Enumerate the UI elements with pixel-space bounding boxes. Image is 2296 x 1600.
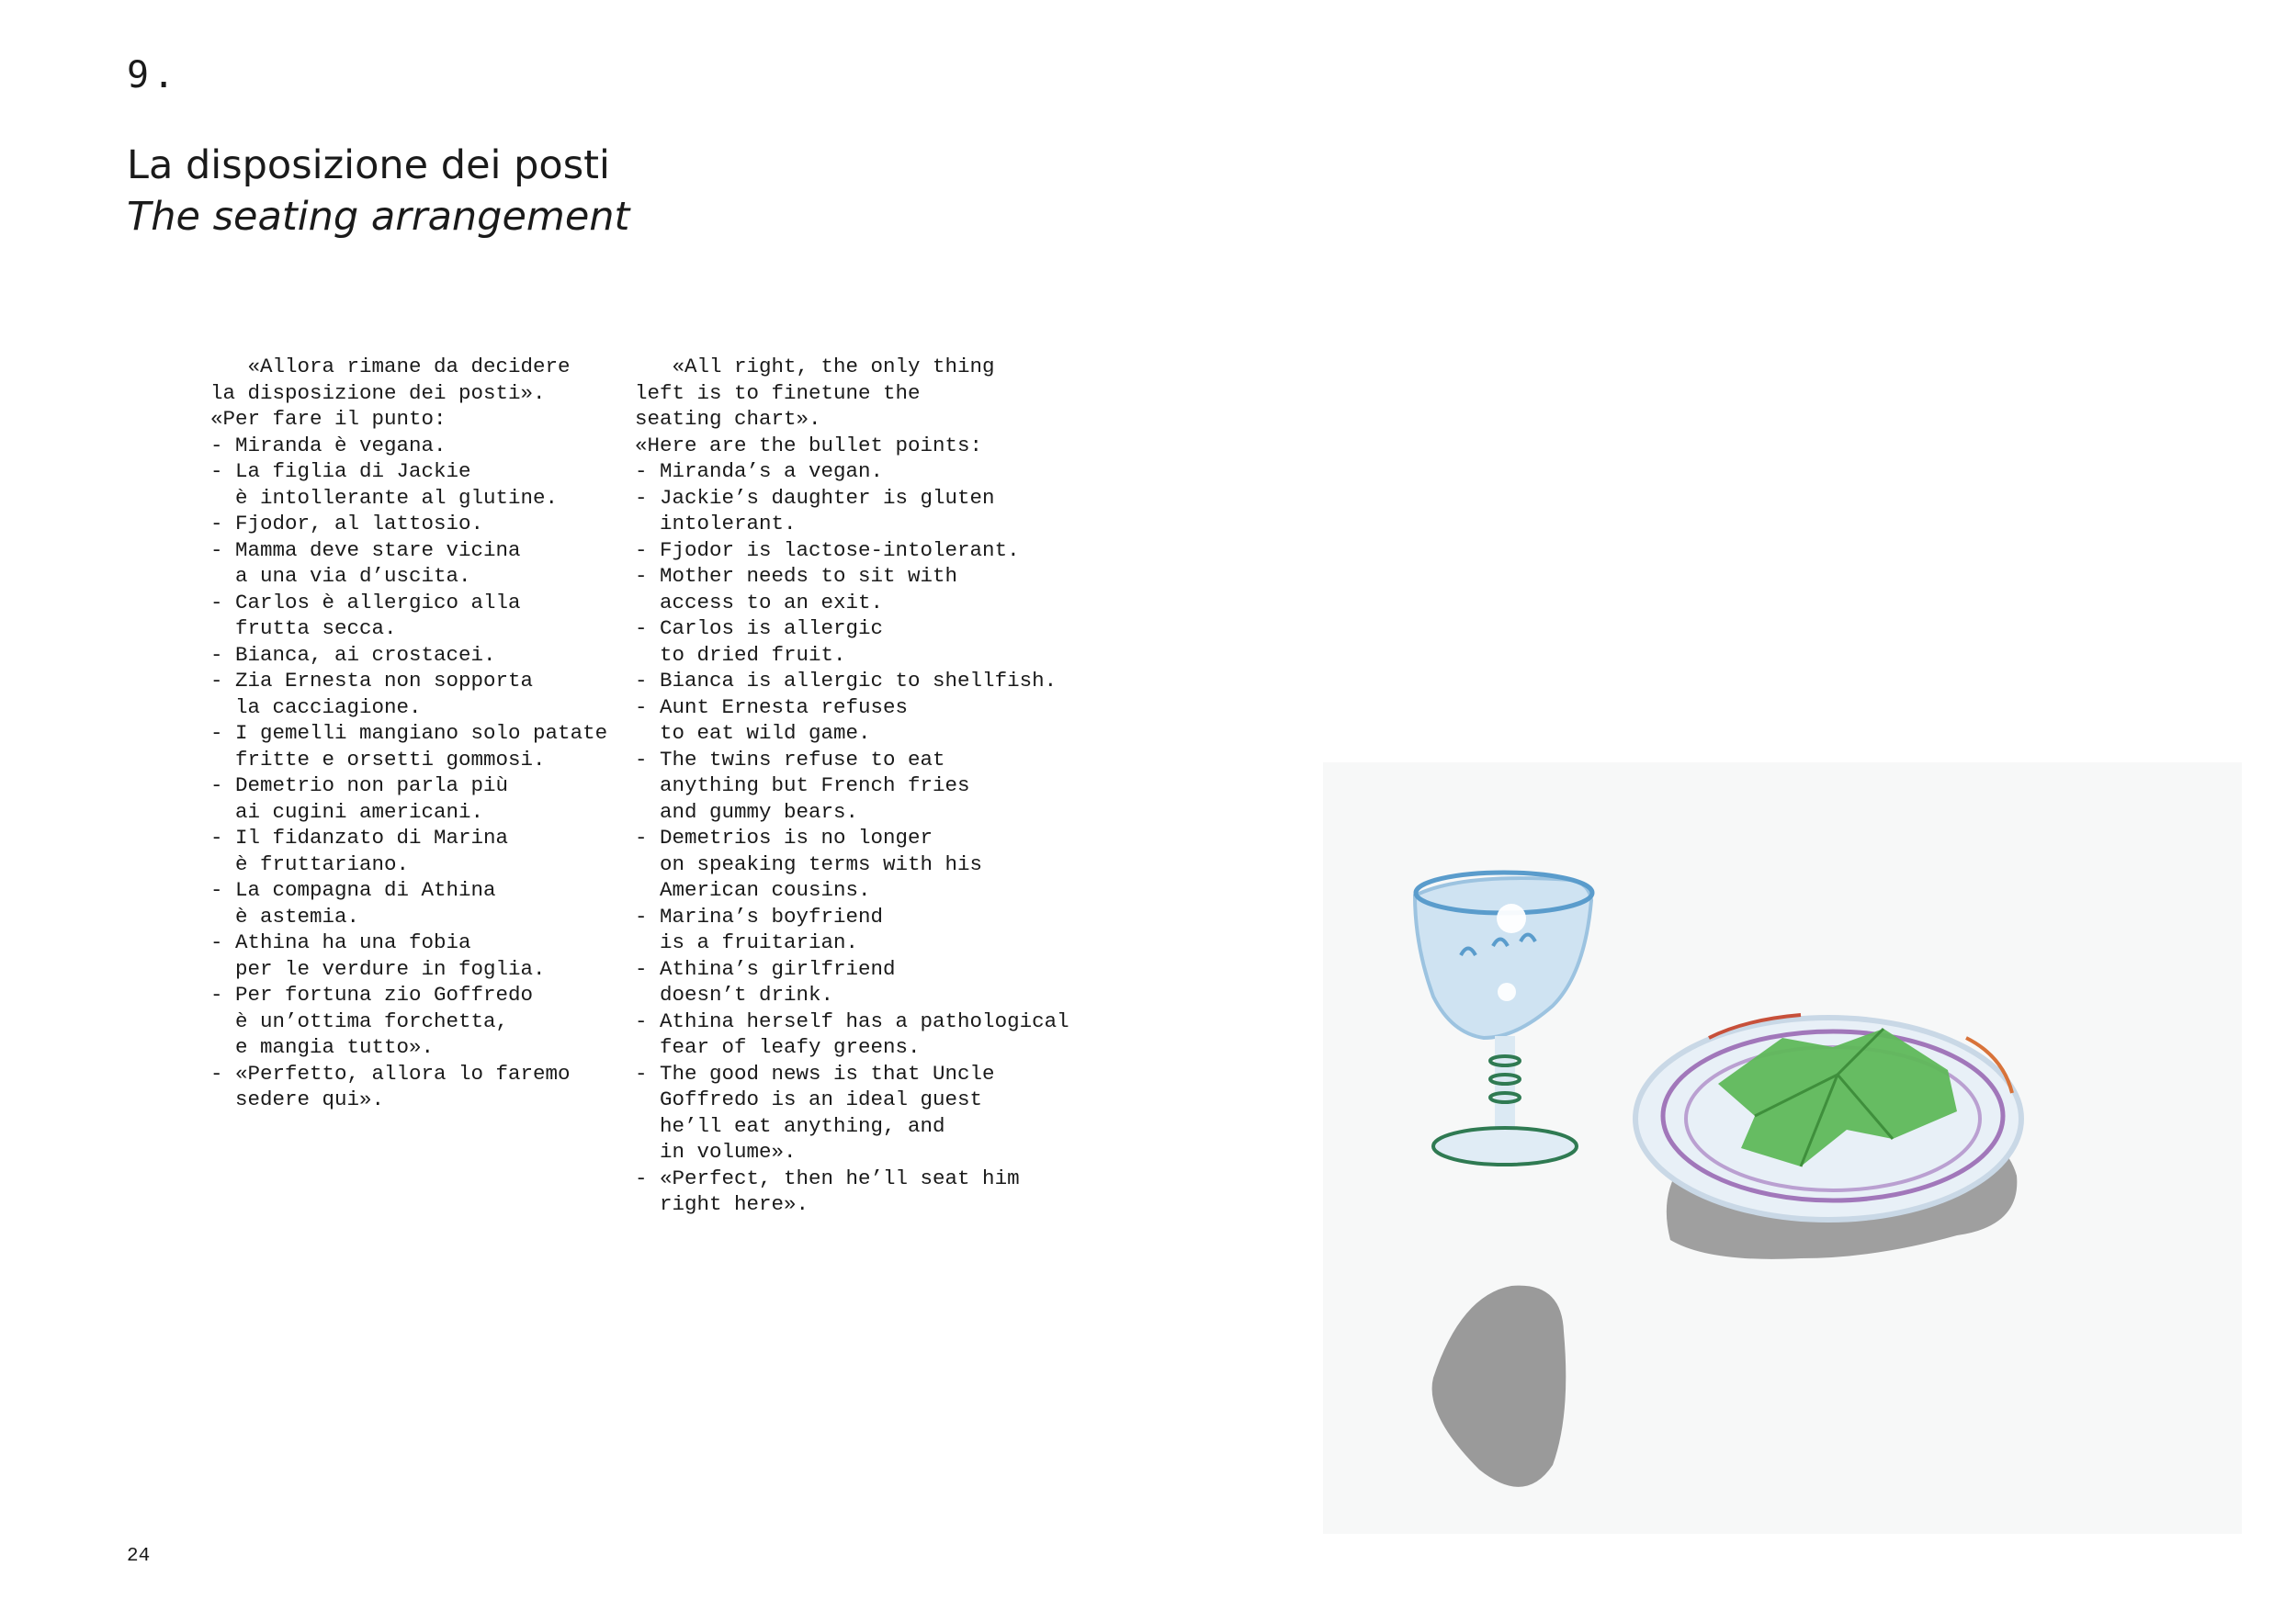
text-line: è fruttariano.: [210, 851, 410, 876]
text-line: - Jackie’s daughter is gluten: [635, 485, 995, 510]
text-line: he’ll eat anything, and: [635, 1113, 945, 1138]
text-line: - Carlos è allergico alla: [210, 590, 521, 614]
text-line: left is to finetune the: [635, 380, 921, 405]
text-line: - Zia Ernesta non sopporta: [210, 669, 534, 693]
chapter-title: [127, 140, 629, 242]
text-line: - Miranda’s a vegan.: [635, 459, 884, 483]
text-line: - Athina’s girlfriend: [635, 956, 896, 981]
text-line: - La figlia di Jackie: [210, 459, 471, 483]
text-line: - «Perfetto, allora lo faremo: [210, 1061, 571, 1086]
title-italian: La disposizione dei posti: [127, 142, 610, 188]
english-text-column: [635, 354, 1069, 1218]
text-line: - Athina herself has a pathological: [635, 1008, 1069, 1033]
text-line: - The good news is that Uncle: [635, 1061, 995, 1086]
text-line: - Miranda è vegana.: [210, 433, 447, 457]
glass-foot: [1433, 1128, 1577, 1165]
text-line: - Mother needs to sit with: [635, 564, 958, 588]
text-line: right here».: [635, 1192, 809, 1216]
text-line: intolerant.: [635, 512, 797, 535]
chapter-number: 9.: [127, 54, 179, 96]
text-line: - Bianca, ai crostacei.: [210, 642, 496, 667]
text-line: - Marina’s boyfriend: [635, 904, 884, 929]
text-line: «Per fare il punto:: [210, 407, 447, 431]
text-line: - Demetrios is no longer: [635, 826, 933, 850]
text-line: è un’ottima forchetta,: [210, 1008, 509, 1033]
text-line: - I gemelli mangiano solo patate: [210, 721, 608, 745]
text-line: on speaking terms with his: [635, 851, 983, 876]
text-line: - Athina ha una fobia: [210, 930, 471, 954]
text-line: - Mamma deve stare vicina: [210, 537, 521, 562]
text-line: per le verdure in foglia.: [210, 956, 546, 981]
text-line: - Per fortuna zio Goffredo: [210, 983, 534, 1007]
text-line: anything but French fries: [635, 773, 970, 797]
text-line: «All right, the only thing: [635, 355, 995, 378]
text-line: to eat wild game.: [635, 721, 871, 745]
text-line: è intollerante al glutine.: [210, 485, 559, 510]
text-line: - Bianca is allergic to shellfish.: [635, 669, 1058, 693]
text-line: - The twins refuse to eat: [635, 747, 945, 772]
text-line: «Allora rimane da decidere: [210, 355, 571, 378]
glass-highlight-2: [1498, 983, 1516, 1001]
text-line: is a fruitarian.: [635, 930, 859, 954]
text-line: seating chart».: [635, 407, 821, 431]
text-line: «Here are the bullet points:: [635, 433, 983, 457]
text-line: e mangia tutto».: [210, 1035, 435, 1059]
text-line: è astemia.: [210, 904, 360, 929]
text-line: - Fjodor is lactose-intolerant.: [635, 537, 1020, 562]
text-line: sedere qui».: [210, 1087, 385, 1111]
italian-text-column: [210, 354, 607, 1113]
text-line: and gummy bears.: [635, 799, 859, 824]
text-line: - Il fidanzato di Marina: [210, 826, 509, 850]
text-line: - «Perfect, then he’ll seat him: [635, 1166, 1020, 1190]
text-line: American cousins.: [635, 878, 871, 902]
text-line: la disposizione dei posti».: [210, 380, 546, 405]
glass-stem: [1495, 1036, 1515, 1137]
text-line: fritte e orsetti gommosi.: [210, 747, 546, 772]
text-line: Goffredo is an ideal guest: [635, 1087, 983, 1111]
text-line: in volume».: [635, 1140, 797, 1164]
text-line: ai cugini americani.: [210, 799, 484, 824]
text-line: fear of leafy greens.: [635, 1035, 921, 1059]
text-line: a una via d’uscita.: [210, 564, 471, 588]
text-line: la cacciagione.: [210, 694, 422, 719]
text-line: - Aunt Ernesta refuses: [635, 694, 909, 719]
text-line: - La compagna di Athina: [210, 878, 496, 902]
text-line: to dried fruit.: [635, 642, 846, 667]
text-line: - Carlos is allergic: [635, 616, 884, 640]
text-line: - Demetrio non parla più: [210, 773, 509, 797]
glass-highlight: [1497, 904, 1526, 933]
text-line: access to an exit.: [635, 590, 884, 614]
table-setting-illustration: [1323, 762, 2242, 1534]
text-line: frutta secca.: [210, 616, 397, 640]
title-english: The seating arrangement: [127, 194, 630, 240]
text-line: - Fjodor, al lattosio.: [210, 512, 484, 535]
text-line: doesn’t drink.: [635, 983, 834, 1007]
page-number: 24: [127, 1546, 151, 1567]
